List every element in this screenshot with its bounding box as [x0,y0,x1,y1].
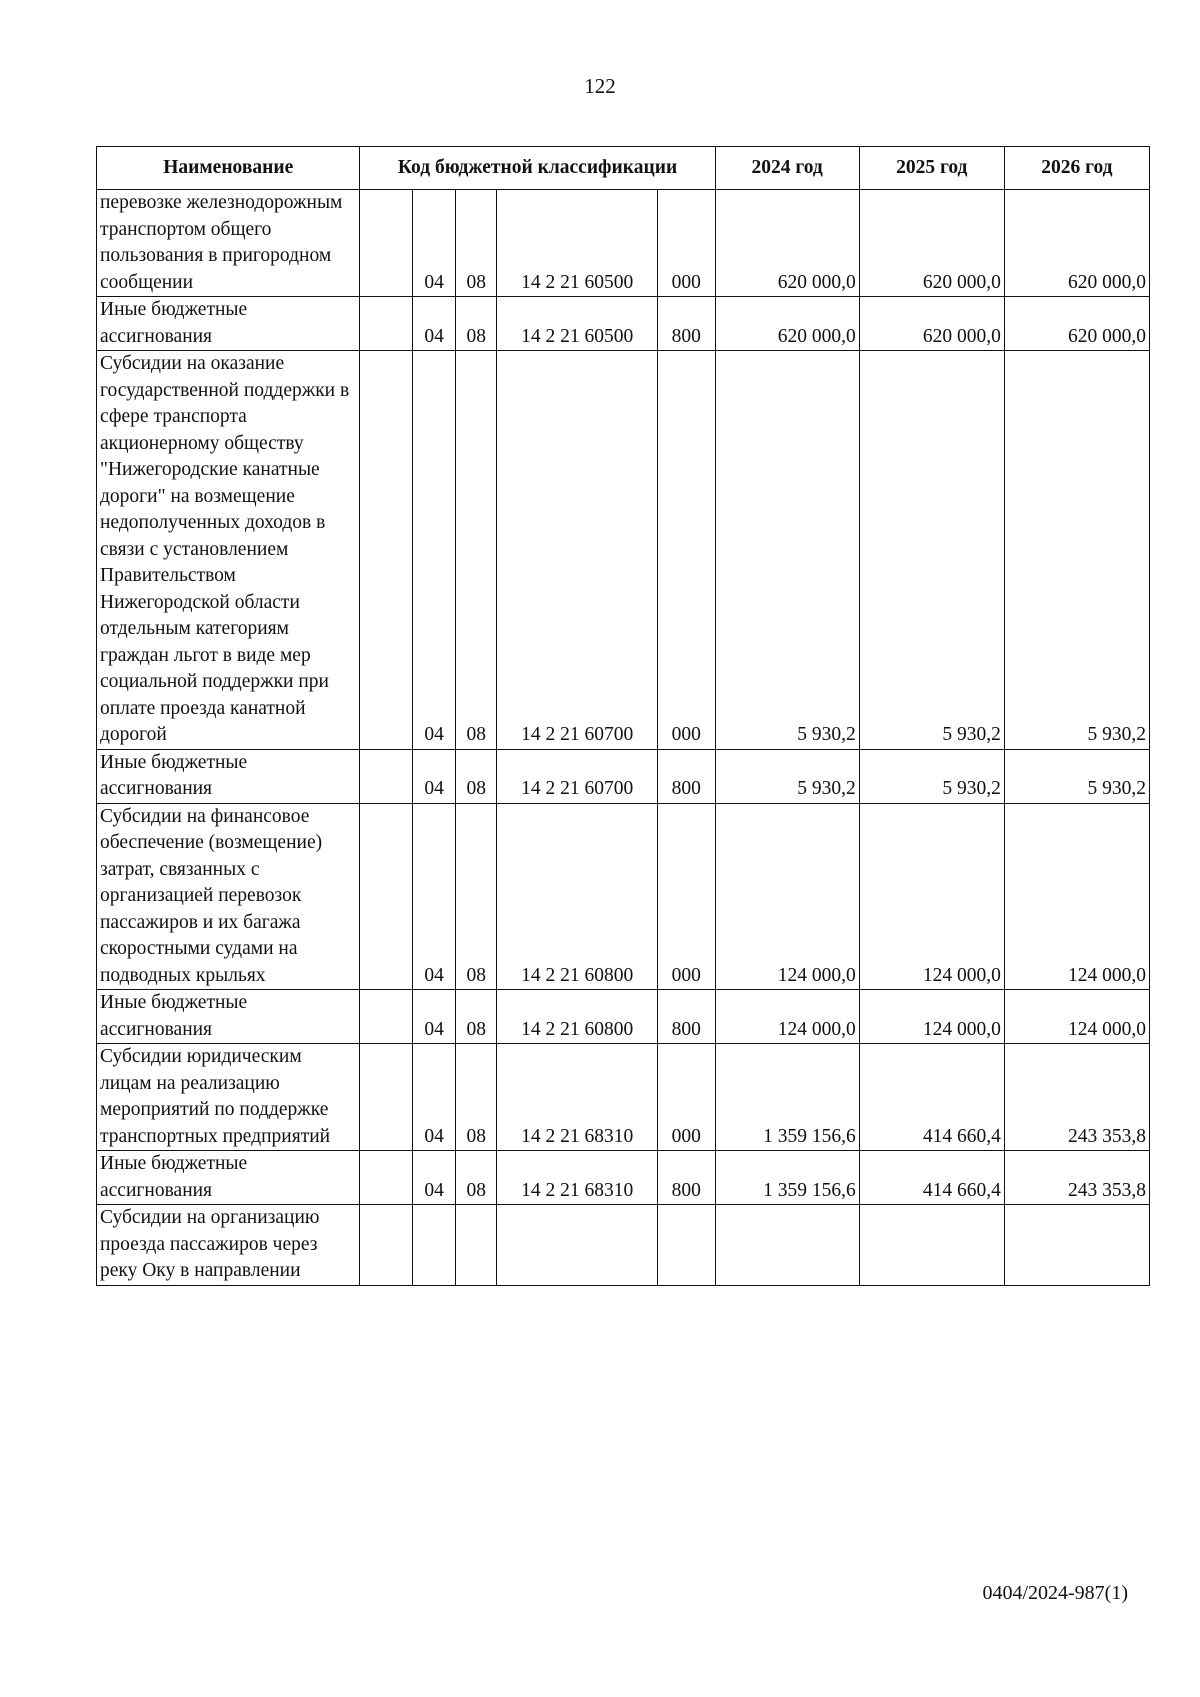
table-row [97,1044,1150,1151]
cell-amount-2026: 243 353,8 [1004,1044,1149,1151]
table-body [97,190,1150,1286]
cell-empty [360,749,412,803]
cell-expense-type: 000 [657,1044,715,1151]
cell-amount-2025: 620 000,0 [859,190,1004,297]
cell-amount-2024 [715,1205,859,1286]
cell-amount-2025 [859,1205,1004,1286]
cell-amount-2025: 5 930,2 [859,351,1004,750]
cell-name: перевозке железнодорожным транспортом общего пользования в пригородном сообщении [97,190,360,297]
cell-empty [360,297,412,351]
budget-table [96,146,1150,1286]
page-number: 122 [584,74,616,98]
cell-amount-2025: 124 000,0 [859,803,1004,990]
cell-amount-2025: 5 930,2 [859,749,1004,803]
cell-name: Субсидии на организацию проезда пассажиров через реку Оку в направлении [97,1205,360,1286]
cell-amount-2025: 414 660,4 [859,1044,1004,1151]
cell-subsection: 08 [456,990,497,1044]
cell-amount-2026: 620 000,0 [1004,190,1149,297]
cell-empty [360,351,412,750]
cell-empty [360,1205,412,1286]
table-header-row [97,147,1150,190]
cell-target-code: 14 2 21 60700 [497,749,658,803]
cell-expense-type: 800 [657,1151,715,1205]
header-2026: 2026 год [1004,147,1149,190]
cell-subsection: 08 [456,1044,497,1151]
cell-subsection: 08 [456,803,497,990]
table-row [97,1151,1150,1205]
header-name: Наименование [97,147,360,190]
table-row [97,990,1150,1044]
cell-section: 04 [412,190,455,297]
cell-target-code: 14 2 21 68310 [497,1044,658,1151]
cell-name: Иные бюджетные ассигнования [97,749,360,803]
cell-name: Субсидии юридическим лицам на реализацию мероприятий по поддержке транспортных предприятий [97,1044,360,1151]
cell-amount-2026: 243 353,8 [1004,1151,1149,1205]
table-row [97,190,1150,297]
table-row [97,1205,1150,1286]
cell-target-code: 14 2 21 68310 [497,1151,658,1205]
header-code: Код бюджетной классификации [360,147,715,190]
cell-expense-type: 000 [657,351,715,750]
cell-subsection [456,1205,497,1286]
cell-name: Иные бюджетные ассигнования [97,297,360,351]
cell-expense-type: 800 [657,990,715,1044]
table-row [97,351,1150,750]
cell-name: Иные бюджетные ассигнования [97,1151,360,1205]
cell-section: 04 [412,990,455,1044]
cell-amount-2026 [1004,1205,1149,1286]
cell-target-code [497,1205,658,1286]
cell-amount-2025: 620 000,0 [859,297,1004,351]
cell-amount-2024: 620 000,0 [715,190,859,297]
cell-empty [360,803,412,990]
cell-section: 04 [412,803,455,990]
cell-target-code: 14 2 21 60800 [497,990,658,1044]
cell-section: 04 [412,297,455,351]
cell-expense-type: 800 [657,297,715,351]
cell-target-code: 14 2 21 60500 [497,190,658,297]
cell-empty [360,1044,412,1151]
cell-amount-2024: 1 359 156,6 [715,1151,859,1205]
cell-amount-2026: 620 000,0 [1004,297,1149,351]
cell-section: 04 [412,1151,455,1205]
cell-subsection: 08 [456,297,497,351]
cell-amount-2024: 124 000,0 [715,803,859,990]
cell-amount-2025: 124 000,0 [859,990,1004,1044]
table-row [97,749,1150,803]
cell-name: Субсидии на финансовое обеспечение (возмещение) затрат, связанных с организацией перевозок пассажиров и их багажа скоростными судами на подводных крыльях [97,803,360,990]
cell-subsection: 08 [456,1151,497,1205]
cell-amount-2024: 5 930,2 [715,351,859,750]
cell-amount-2024: 124 000,0 [715,990,859,1044]
cell-subsection: 08 [456,190,497,297]
cell-subsection: 08 [456,749,497,803]
document-number: 0404/2024-987(1) [982,1582,1128,1604]
table-row [97,803,1150,990]
cell-expense-type: 000 [657,803,715,990]
cell-amount-2024: 620 000,0 [715,297,859,351]
cell-amount-2026: 124 000,0 [1004,990,1149,1044]
cell-section: 04 [412,749,455,803]
cell-amount-2024: 5 930,2 [715,749,859,803]
header-2024: 2024 год [715,147,859,190]
header-2025: 2025 год [859,147,1004,190]
cell-amount-2024: 1 359 156,6 [715,1044,859,1151]
cell-name: Субсидии на оказание государственной поддержки в сфере транспорта акционерному обществу "Нижегородские канатные дороги" на возмещение недополученных доходов в связи с установлением Правительством Нижегородской области отдельным категориям граждан льгот в виде мер социальной поддержки при оплате проезда канатной дорогой [97,351,360,750]
cell-empty [360,1151,412,1205]
cell-amount-2026: 5 930,2 [1004,351,1149,750]
cell-section: 04 [412,351,455,750]
cell-target-code: 14 2 21 60700 [497,351,658,750]
cell-empty [360,190,412,297]
cell-section: 04 [412,1044,455,1151]
table-row [97,297,1150,351]
cell-expense-type [657,1205,715,1286]
cell-amount-2025: 414 660,4 [859,1151,1004,1205]
cell-amount-2026: 124 000,0 [1004,803,1149,990]
cell-name: Иные бюджетные ассигнования [97,990,360,1044]
cell-subsection: 08 [456,351,497,750]
cell-target-code: 14 2 21 60800 [497,803,658,990]
cell-expense-type: 000 [657,190,715,297]
cell-empty [360,990,412,1044]
cell-amount-2026: 5 930,2 [1004,749,1149,803]
cell-target-code: 14 2 21 60500 [497,297,658,351]
cell-section [412,1205,455,1286]
cell-expense-type: 800 [657,749,715,803]
